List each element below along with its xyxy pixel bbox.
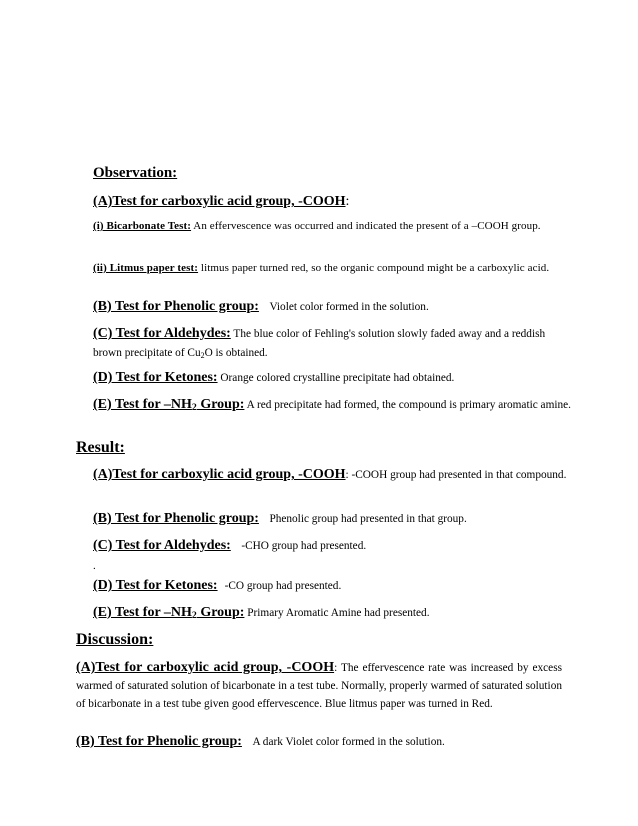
discussion-a-paragraph bbox=[76, 659, 562, 713]
observation-ii-paragraph bbox=[93, 260, 573, 276]
observation-ii-text: litmus paper turned red, so the organic compound might be a carboxylic acid. bbox=[198, 262, 550, 274]
observation-i-text: An effervescence was occurred and indicated the present of a –COOH group. bbox=[191, 220, 541, 232]
observation-e-label: (E) Test for $-NH_2$ Group: bbox=[93, 397, 245, 413]
result-dot: . bbox=[93, 560, 96, 572]
result-e-text: Primary Aromatic Amine had presented. bbox=[244, 607, 430, 619]
result-c-label: (C) Test for Aldehydes: bbox=[93, 538, 231, 553]
discussion-b-text: A dark Violet color formed in the solution. bbox=[252, 736, 445, 748]
result-e-label: (E) Test for $-NH_2$ Group: bbox=[93, 605, 245, 621]
observation-a-colon: : bbox=[345, 194, 350, 209]
observation-c-text: The blue color of Fehling's solution slowly faded away and a reddish brown precipitate of $Cu_2O$ is obtained. bbox=[93, 328, 546, 360]
observation-c-label: (C) Test for Aldehydes: bbox=[93, 326, 231, 341]
discussion-b-label: (B) Test for Phenolic group: bbox=[76, 734, 242, 749]
observation-heading: Observation: bbox=[93, 165, 178, 181]
observation-b-line bbox=[93, 298, 573, 316]
result-b-line bbox=[93, 510, 573, 528]
observation-d-label: (D) Test for Ketones: bbox=[93, 370, 218, 385]
discussion-a-text: : The effervescence rate was increased by excess warmed of saturated solution of bicarbonate in a test tube. Normally, properly warmed of saturated solution of bicarbonate in a test tube given good effervescence. Blue litmus paper was turned in Red. bbox=[76, 662, 562, 710]
observation-e-paragraph bbox=[93, 396, 573, 415]
result-c-text: -CHO group had presented. bbox=[241, 540, 367, 552]
result-b-text: Phenolic group had presented in that group. bbox=[269, 513, 467, 525]
result-heading: Result: bbox=[76, 439, 125, 456]
observation-ii-label: (ii) Litmus paper test: bbox=[93, 262, 199, 274]
result-d-line bbox=[93, 577, 573, 595]
result-b-label: (B) Test for Phenolic group: bbox=[93, 511, 259, 526]
observation-d-text: Orange colored crystalline precipitate had obtained. bbox=[217, 372, 455, 384]
observation-a-heading bbox=[93, 193, 573, 211]
result-d-label: (D) Test for Ketones: bbox=[93, 578, 218, 593]
result-d-text: -CO group had presented. bbox=[224, 580, 342, 592]
discussion-a-label: (A)Test for carboxylic acid group, -COOH bbox=[76, 660, 335, 675]
discussion-b-line bbox=[76, 733, 566, 751]
result-a-label: (A)Test for carboxylic acid group, -COOH bbox=[93, 467, 346, 482]
result-c-line bbox=[93, 537, 573, 555]
result-a-text: : -COOH group had presented in that compound. bbox=[345, 469, 567, 481]
result-a-paragraph bbox=[93, 465, 573, 485]
observation-b-label: (B) Test for Phenolic group: bbox=[93, 299, 259, 314]
observation-d-line bbox=[93, 369, 573, 387]
discussion-heading: Discussion: bbox=[76, 631, 154, 648]
observation-i-label: (i) Bicarbonate Test: bbox=[93, 220, 192, 232]
observation-e-text: A red precipitate had formed, the compound is primary aromatic amine. bbox=[244, 399, 571, 411]
observation-b-text: Violet color formed in the solution. bbox=[269, 301, 429, 313]
observation-i-paragraph bbox=[93, 218, 573, 234]
result-e-line bbox=[93, 604, 573, 622]
observation-a-label: (A)Test for carboxylic acid group, -COOH bbox=[93, 194, 346, 209]
observation-c-paragraph bbox=[93, 325, 573, 363]
